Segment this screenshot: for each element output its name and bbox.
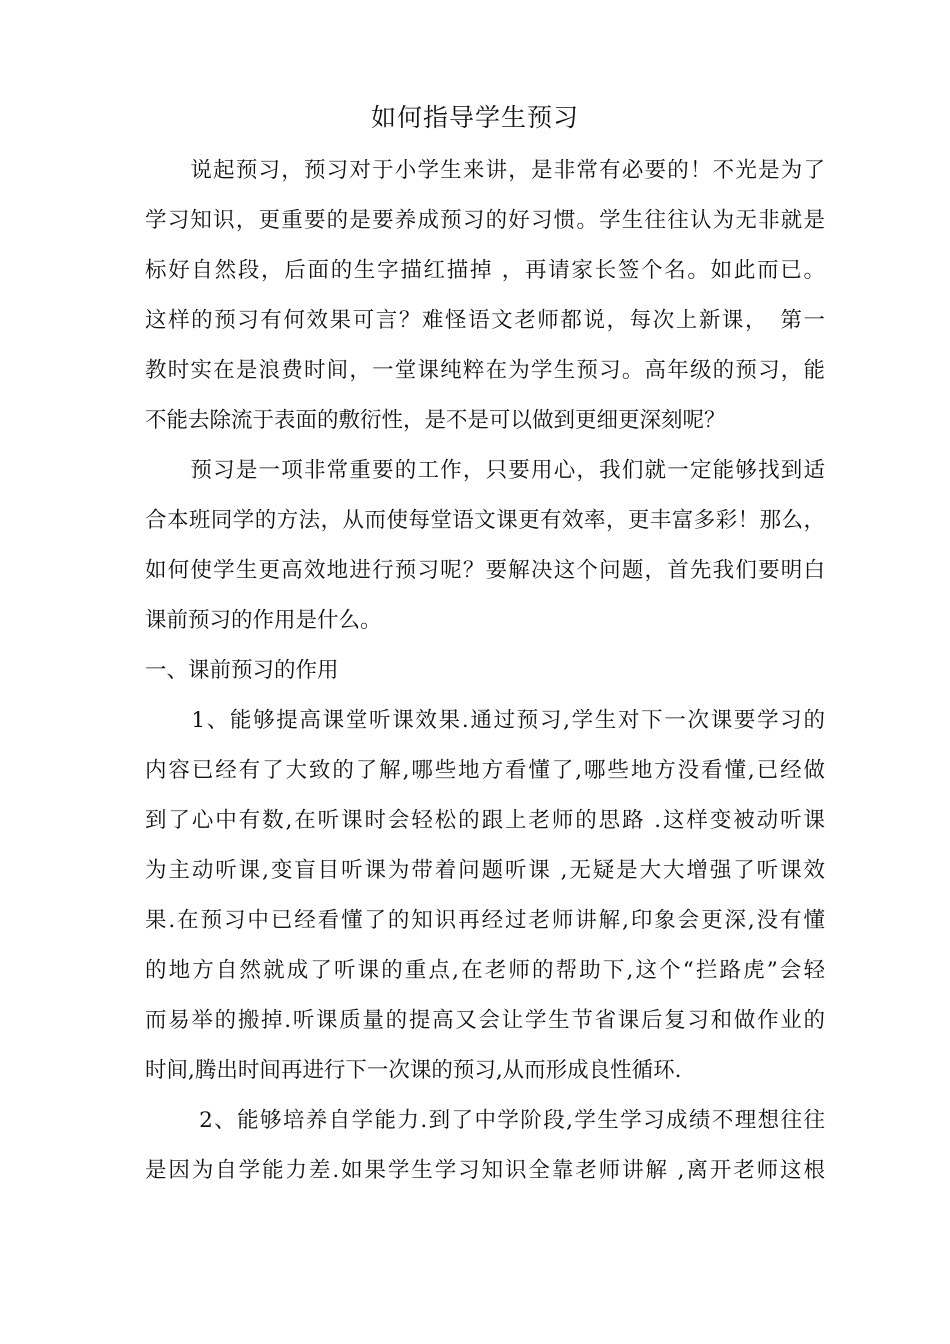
document-title: 如何指导学生预习: [370, 103, 579, 132]
text-line: 果.在预习中已经看懂了的知识再经过老师讲解,印象会更深,没有懂: [145, 908, 825, 933]
text-line: 为主动听课,变盲目听课为带着问题听课 ,无疑是大大增强了听课效: [145, 858, 825, 883]
text-line: 这样的预习有何效果可言？难怪语文老师都说，每次上新课， 第一: [145, 308, 825, 333]
text-line: 时间,腾出时间再进行下一次课的预习,从而形成良性循环.: [145, 1058, 682, 1083]
text-line: 是因为自学能力差.如果学生学习知识全靠老师讲解 ,离开老师这根: [145, 1158, 825, 1183]
text-line: 到了心中有数,在听课时会轻松的跟上老师的思路 .这样变被动听课: [145, 808, 825, 833]
text-line: 合本班同学的方法，从而使每堂语文课更有效率，更丰富多彩！那么，: [145, 508, 825, 533]
text-line: 如何使学生更高效地进行预习呢？要解决这个问题，首先我们要明白: [145, 558, 825, 583]
text-line: 不能去除流于表面的敷衍性，是不是可以做到更细更深刻呢？: [145, 408, 726, 433]
text-line: 1、能够提高课堂听课效果.通过预习,学生对下一次课要学习的: [145, 708, 825, 733]
text-line: 课前预习的作用是什么。: [145, 608, 382, 633]
text-line: 的地方自然就成了听课的重点,在老师的帮助下,这个“拦路虎”会轻: [145, 958, 825, 983]
text-line: 预习是一项非常重要的工作，只要用心，我们就一定能够找到适: [145, 458, 825, 483]
section-heading: 一、课前预习的作用: [145, 658, 339, 683]
text-line: 说起预习，预习对于小学生来讲，是非常有必要的！不光是为了: [145, 158, 825, 183]
text-line: 内容已经有了大致的了解,哪些地方看懂了,哪些地方没看懂,已经做: [145, 758, 825, 783]
text-line: 2、能够培养自学能力.到了中学阶段,学生学习成绩不理想往往: [145, 1108, 825, 1133]
text-line: 而易举的搬掉.听课质量的提高又会让学生节省课后复习和做作业的: [145, 1008, 825, 1033]
text-line: 教时实在是浪费时间，一堂课纯粹在为学生预习。高年级的预习，能: [145, 358, 825, 383]
text-line: 标好自然段，后面的生字描红描掉 ，再请家长签个名。如此而已。: [145, 258, 825, 283]
text-line: 学习知识，更重要的是要养成预习的好习惯。学生往往认为无非就是: [145, 208, 825, 233]
